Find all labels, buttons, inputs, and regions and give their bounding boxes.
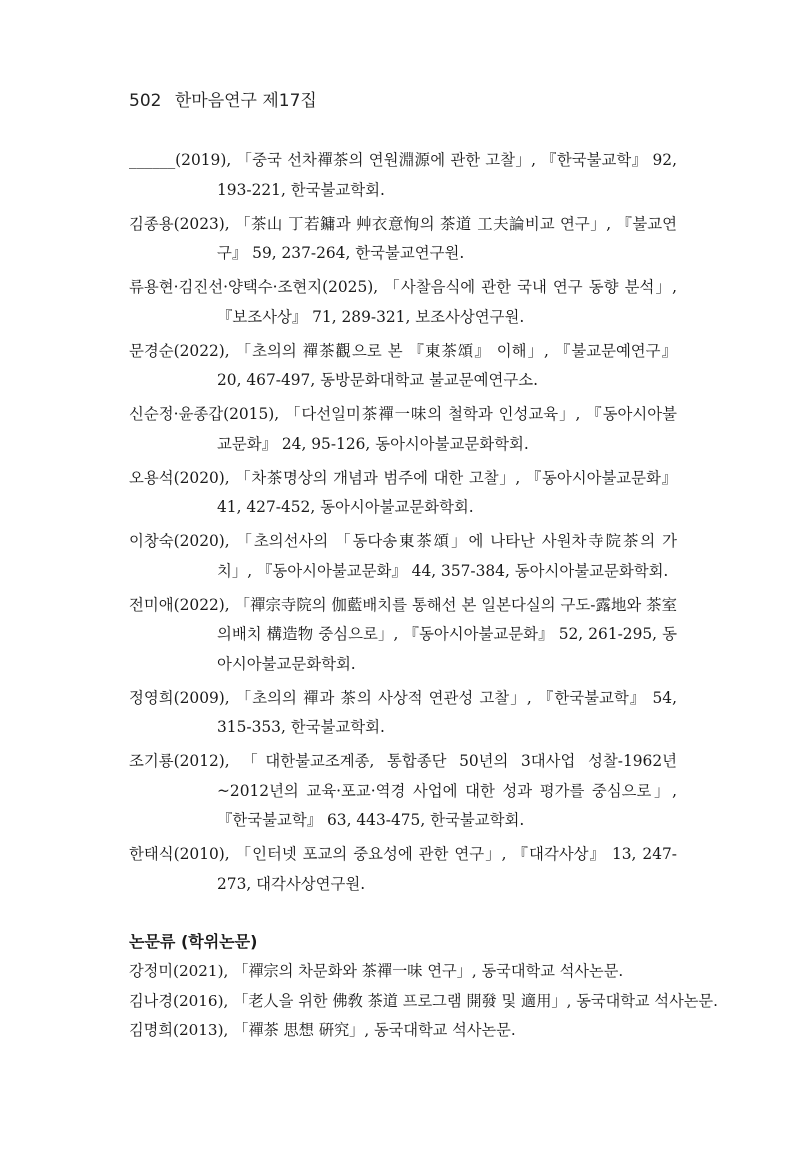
reference-entry: 전미애(2022), 「禪宗寺院의 伽藍배치를 통해선 본 일본다실의 구도-露地와 茶室의배치 構造物 중심으로」, 『동아시아불교문화』 52, 261-295, 동아시아불교문화학회. — [129, 595, 677, 673]
reference-list — [129, 146, 677, 904]
reference-entry: 문경순(2022), 「초의의 禪茶觀으로 본 『東茶頌』 이해」, 『불교문예연구』 20, 467-497, 동방문화대학교 불교문예연구소. — [129, 341, 677, 389]
reference-entry: 김종용(2023), 「茶山 丁若鏞과 艸衣意恂의 茶道 工夫論비교 연구」, 『불교연구』 59, 237-264, 한국불교연구원. — [129, 214, 677, 262]
section-heading: 논문류 (학위논문) — [129, 932, 258, 951]
journal-title: 한마음연구 제17집 — [174, 91, 317, 111]
reference-entry: ______(2019), 「중국 선차禪茶의 연원淵源에 관한 고찰」, 『한국불교학』 92, 193-221, 한국불교학회. — [129, 151, 677, 199]
reference-entry: 오용석(2020), 「차茶명상의 개념과 범주에 대한 고찰」, 『동아시아불교문화』 41, 427-452, 동아시아불교문화학회. — [129, 468, 677, 516]
running-header — [129, 86, 317, 111]
reference-entry: 류용현·김진선·양택수·조현지(2025), 「사찰음식에 관한 국내 연구 동향 분석」, 『보조사상』 71, 289-321, 보조사상연구원. — [129, 278, 677, 326]
thesis-list — [129, 957, 718, 1046]
reference-entry: 한태식(2010), 「인터넷 포교의 중요성에 관한 연구」, 『대각사상』 13, 247-273, 대각사상연구원. — [129, 845, 677, 893]
page-number: 502 — [129, 91, 162, 111]
reference-entry: 조기룡(2012), 「대한불교조계종, 통합종단 50년의 3대사업 성찰-1962년~2012년의 교육·포교·역경 사업에 대한 성과 평가를 중심으로」, 『한국불교학』 63, 443-475, 한국불교학회. — [129, 752, 677, 829]
thesis-entry: 김명희(2013), 「禪茶 思想 硏究」, 동국대학교 석사논문. — [129, 1021, 516, 1039]
reference-entry: 정영희(2009), 「초의의 禪과 茶의 사상적 연관성 고찰」, 『한국불교학』 54, 315-353, 한국불교학회. — [129, 688, 677, 736]
thesis-entry: 강정미(2021), 「禪宗의 차문화와 茶禪一味 연구」, 동국대학교 석사논문. — [129, 962, 624, 980]
reference-entry: 이창숙(2020), 「초의선사의 「동다송東茶頌」에 나타난 사원차寺院茶의 가치」, 『동아시아불교문화』 44, 357-384, 동아시아불교문화학회. — [129, 532, 677, 580]
reference-entry: 신순정·윤종갑(2015), 「다선일미茶禪一味의 철학과 인성교육」, 『동아시아불교문화』 24, 95-126, 동아시아불교문화학회. — [129, 405, 677, 453]
thesis-entry: 김나경(2016), 「老人을 위한 佛敎 茶道 프로그램 開發 및 適用」, 동국대학교 석사논문. — [129, 991, 718, 1010]
